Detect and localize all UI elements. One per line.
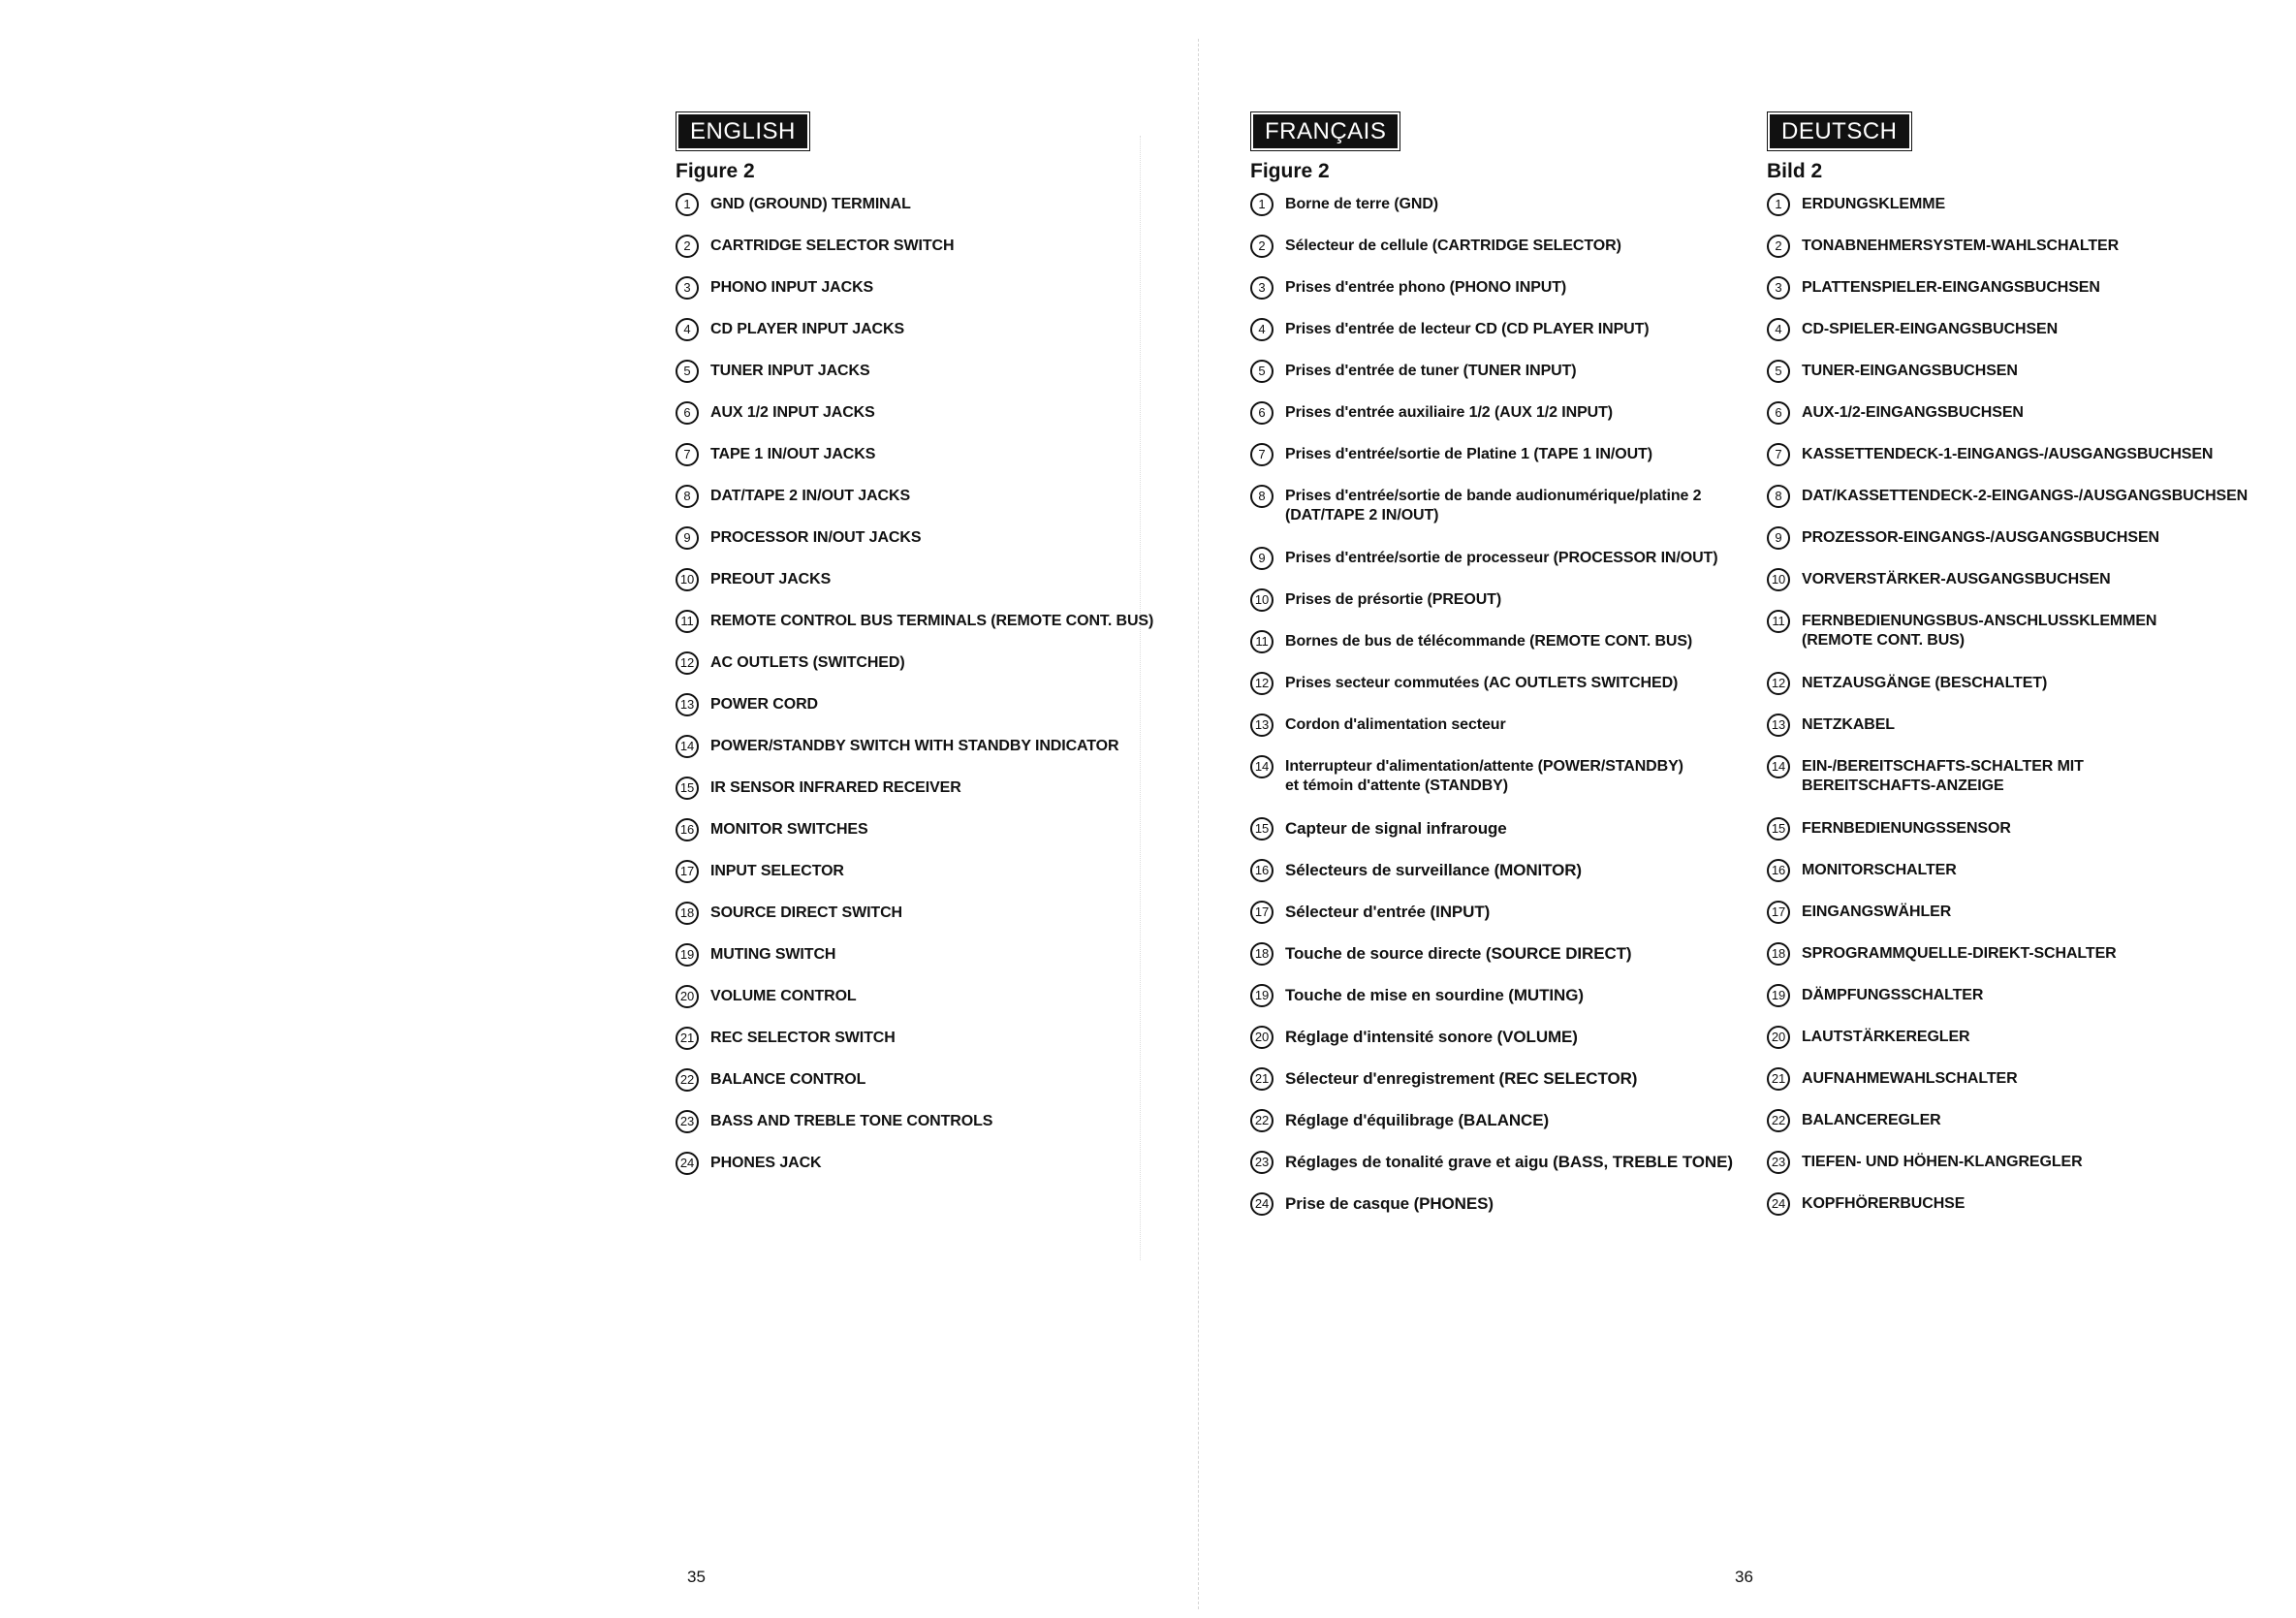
- circled-number-icon: 7: [676, 443, 699, 466]
- circled-number-icon: 1: [676, 193, 699, 216]
- list-item-text: KOPFHÖRERBUCHSE: [1802, 1195, 1966, 1212]
- circled-number-icon: 15: [676, 777, 699, 800]
- circled-number-icon: 5: [1767, 360, 1790, 383]
- list-item: [676, 1029, 1179, 1070]
- list-item: [1250, 757, 1754, 819]
- circled-number-icon: 1: [1767, 193, 1790, 216]
- list-item-text: Prises d'entrée/sortie de Platine 1 (TAPE 1 IN/OUT): [1285, 446, 1652, 462]
- circled-number-icon: 10: [1767, 568, 1790, 591]
- circled-number-icon: 2: [1767, 235, 1790, 258]
- circled-number-icon: 8: [1767, 485, 1790, 508]
- list-item-text: INPUT SELECTOR: [710, 863, 844, 879]
- list-item-text: AUFNAHMEWAHLSCHALTER: [1802, 1070, 2018, 1087]
- list-item: [1250, 944, 1754, 986]
- list-item-text: Prise de casque (PHONES): [1285, 1194, 1494, 1213]
- list-item-text: Réglage d'équilibrage (BALANCE): [1285, 1111, 1550, 1129]
- circled-number-icon: 6: [1767, 401, 1790, 425]
- list-item: [676, 570, 1179, 612]
- circled-number-icon: 23: [676, 1110, 699, 1133]
- list-item: [676, 445, 1179, 487]
- list-item: [676, 904, 1179, 945]
- list-item-text: TIEFEN- UND HÖHEN-KLANGREGLER: [1802, 1154, 2083, 1170]
- circled-number-icon: 24: [1767, 1192, 1790, 1216]
- circled-number-icon: 23: [1767, 1151, 1790, 1174]
- list-item-text: Bornes de bus de télécommande (REMOTE CONT. BUS): [1285, 633, 1693, 650]
- list-item: [1250, 549, 1754, 590]
- circled-number-icon: 12: [1250, 672, 1274, 695]
- circled-number-icon: 21: [1767, 1067, 1790, 1091]
- circled-number-icon: 5: [1250, 360, 1274, 383]
- list-item: [676, 945, 1179, 987]
- list-item-text: IR SENSOR INFRARED RECEIVER: [710, 779, 961, 796]
- circled-number-icon: 2: [676, 235, 699, 258]
- list-item-text: Réglage d'intensité sonore (VOLUME): [1285, 1028, 1578, 1046]
- list-item: [1250, 1111, 1754, 1153]
- list-item-text: BALANCEREGLER: [1802, 1112, 1941, 1128]
- list-item: [1767, 944, 2271, 986]
- list-item: [1250, 590, 1754, 632]
- list-item: [1767, 1028, 2271, 1069]
- list-item: [676, 237, 1179, 278]
- circled-number-icon: 15: [1250, 817, 1274, 841]
- circled-number-icon: 7: [1250, 443, 1274, 466]
- list-item-text: PREOUT JACKS: [710, 571, 832, 587]
- list-item: [1250, 320, 1754, 362]
- circled-number-icon: 21: [676, 1027, 699, 1050]
- list-item-text: Réglages de tonalité grave et aigu (BASS, TREBLE TONE): [1285, 1153, 1733, 1171]
- list-item-text: DÄMPFUNGSSCHALTER: [1802, 987, 1984, 1003]
- circled-number-icon: 22: [676, 1068, 699, 1092]
- list-item-text: SOURCE DIRECT SWITCH: [710, 904, 903, 921]
- list-item: [1767, 1194, 2271, 1236]
- list-item: [1250, 715, 1754, 757]
- circled-number-icon: 6: [676, 401, 699, 425]
- german-item-list: [1767, 195, 2271, 1236]
- circled-number-icon: 1: [1250, 193, 1274, 216]
- circled-number-icon: 21: [1250, 1067, 1274, 1091]
- list-item: [676, 653, 1179, 695]
- list-item: [1767, 362, 2271, 403]
- page-number-right: 36: [1735, 1568, 1753, 1586]
- list-item-text: Sélecteur d'entrée (INPUT): [1285, 903, 1491, 921]
- circled-number-icon: 17: [1767, 901, 1790, 924]
- list-item: [1767, 612, 2271, 674]
- circled-number-icon: 20: [1767, 1026, 1790, 1049]
- circled-number-icon: 19: [1767, 984, 1790, 1007]
- list-item-text: POWER CORD: [710, 696, 819, 713]
- list-item: [676, 528, 1179, 570]
- list-item: [1767, 278, 2271, 320]
- list-item: [1767, 320, 2271, 362]
- list-item: [1250, 819, 1754, 861]
- list-item-text: REMOTE CONTROL BUS TERMINALS (REMOTE CONT. BUS): [710, 613, 1154, 629]
- list-item: [676, 737, 1179, 778]
- circled-number-icon: 4: [1767, 318, 1790, 341]
- circled-number-icon: 8: [1250, 485, 1274, 508]
- circled-number-icon: 12: [676, 651, 699, 675]
- list-item-text: Interrupteur d'alimentation/attente (POWER/STANDBY) et témoin d'attente (STANDBY): [1285, 758, 1683, 794]
- list-item-text: Prises d'entrée/sortie de processeur (PROCESSOR IN/OUT): [1285, 550, 1718, 566]
- list-item-text: TONABNEHMERSYSTEM-WAHLSCHALTER: [1802, 238, 2120, 254]
- list-item-text: VOLUME CONTROL: [710, 988, 857, 1004]
- circled-number-icon: 16: [1767, 859, 1790, 882]
- french-item-list: [1250, 195, 1754, 1236]
- list-item-text: PLATTENSPIELER-EINGANGSBUCHSEN: [1802, 279, 2100, 296]
- circled-number-icon: 6: [1250, 401, 1274, 425]
- list-item: [676, 1070, 1179, 1112]
- list-item-text: AUX-1/2-EINGANGSBUCHSEN: [1802, 404, 2024, 421]
- german-figure-title: Bild 2: [1767, 160, 1823, 182]
- circled-number-icon: 16: [676, 818, 699, 841]
- list-item: [1250, 861, 1754, 903]
- list-item-text: PHONES JACK: [710, 1155, 822, 1171]
- circled-number-icon: 11: [1767, 610, 1790, 633]
- circled-number-icon: 16: [1250, 859, 1274, 882]
- english-header: ENGLISH: [678, 114, 807, 148]
- list-item-text: Capteur de signal infrarouge: [1285, 819, 1507, 838]
- circled-number-icon: 13: [1250, 714, 1274, 737]
- list-item: [676, 862, 1179, 904]
- list-item-text: CD PLAYER INPUT JACKS: [710, 321, 905, 337]
- circled-number-icon: 18: [1250, 942, 1274, 966]
- list-item-text: DAT/TAPE 2 IN/OUT JACKS: [710, 488, 911, 504]
- list-item-text: SPROGRAMMQUELLE-DIREKT-SCHALTER: [1802, 945, 2117, 962]
- list-item-text: MONITOR SWITCHES: [710, 821, 868, 838]
- page-number-left: 35: [687, 1568, 706, 1586]
- list-item-text: PROZESSOR-EINGANGS-/AUSGANGSBUCHSEN: [1802, 529, 2159, 546]
- list-item-text: NETZKABEL: [1802, 716, 1895, 733]
- circled-number-icon: 7: [1767, 443, 1790, 466]
- list-item-text: TAPE 1 IN/OUT JACKS: [710, 446, 876, 462]
- list-item-text: Prises d'entrée/sortie de bande audionumérique/platine 2 (DAT/TAPE 2 IN/OUT): [1285, 488, 1702, 523]
- page-fold-line: [1198, 39, 1200, 1609]
- circled-number-icon: 11: [676, 610, 699, 633]
- list-item: [1250, 195, 1754, 237]
- list-item: [676, 195, 1179, 237]
- list-item: [676, 820, 1179, 862]
- list-item: [1250, 1069, 1754, 1111]
- german-header: DEUTSCH: [1770, 114, 1909, 148]
- list-item-text: Borne de terre (GND): [1285, 196, 1439, 212]
- list-item-text: Touche de source directe (SOURCE DIRECT): [1285, 944, 1632, 963]
- list-item: [676, 278, 1179, 320]
- circled-number-icon: 18: [676, 902, 699, 925]
- list-item: [1767, 861, 2271, 903]
- circled-number-icon: 9: [676, 526, 699, 550]
- list-item-text: CARTRIDGE SELECTOR SWITCH: [710, 238, 955, 254]
- french-column: [1250, 114, 1754, 1236]
- list-item-text: Prises d'entrée auxiliaire 1/2 (AUX 1/2 INPUT): [1285, 404, 1614, 421]
- circled-number-icon: 3: [676, 276, 699, 300]
- list-item-text: EIN-/BEREITSCHAFTS-SCHALTER MIT BEREITSCHAFTS-ANZEIGE: [1802, 758, 2084, 794]
- list-item: [676, 778, 1179, 820]
- circled-number-icon: 17: [676, 860, 699, 883]
- circled-number-icon: 8: [676, 485, 699, 508]
- list-item: [676, 1112, 1179, 1154]
- list-item: [1767, 487, 2271, 528]
- list-item: [676, 403, 1179, 445]
- list-item-text: BALANCE CONTROL: [710, 1071, 866, 1088]
- list-item-text: BASS AND TREBLE TONE CONTROLS: [710, 1113, 993, 1129]
- list-item: [1767, 528, 2271, 570]
- german-column: [1767, 114, 2271, 1236]
- list-item: [676, 1154, 1179, 1195]
- circled-number-icon: 14: [676, 735, 699, 758]
- circled-number-icon: 19: [676, 943, 699, 967]
- list-item: [1250, 903, 1754, 944]
- list-item-text: CD-SPIELER-EINGANGSBUCHSEN: [1802, 321, 2059, 337]
- list-item-text: REC SELECTOR SWITCH: [710, 1030, 896, 1046]
- list-item-text: TUNER-EINGANGSBUCHSEN: [1802, 363, 2018, 379]
- list-item-text: DAT/KASSETTENDECK-2-EINGANGS-/AUSGANGSBUCHSEN: [1802, 488, 2249, 504]
- list-item: [676, 612, 1179, 653]
- list-item-text: Sélecteur d'enregistrement (REC SELECTOR): [1285, 1069, 1638, 1088]
- list-item-text: Prises d'entrée de lecteur CD (CD PLAYER INPUT): [1285, 321, 1650, 337]
- list-item: [676, 362, 1179, 403]
- list-item-text: FERNBEDIENUNGSBUS-ANSCHLUSSKLEMMEN (REMOTE CONT. BUS): [1802, 613, 2157, 649]
- circled-number-icon: 10: [676, 568, 699, 591]
- list-item: [1767, 1069, 2271, 1111]
- list-item: [1767, 819, 2271, 861]
- english-figure-title: Figure 2: [676, 160, 755, 182]
- list-item-text: Cordon d'alimentation secteur: [1285, 716, 1506, 733]
- circled-number-icon: 3: [1767, 276, 1790, 300]
- circled-number-icon: 20: [676, 985, 699, 1008]
- list-item-text: TUNER INPUT JACKS: [710, 363, 870, 379]
- list-item: [1767, 403, 2271, 445]
- circled-number-icon: 17: [1250, 901, 1274, 924]
- list-item: [1250, 278, 1754, 320]
- circled-number-icon: 9: [1767, 526, 1790, 550]
- list-item: [1767, 715, 2271, 757]
- list-item-text: POWER/STANDBY SWITCH WITH STANDBY INDICATOR: [710, 738, 1119, 754]
- list-item-text: FERNBEDIENUNGSSENSOR: [1802, 820, 2011, 837]
- list-item: [1250, 487, 1754, 549]
- list-item: [1767, 757, 2271, 819]
- circled-number-icon: 20: [1250, 1026, 1274, 1049]
- list-item: [1767, 445, 2271, 487]
- circled-number-icon: 23: [1250, 1151, 1274, 1174]
- circled-number-icon: 15: [1767, 817, 1790, 841]
- list-item-text: PHONO INPUT JACKS: [710, 279, 874, 296]
- list-item: [1250, 1028, 1754, 1069]
- list-item: [1250, 986, 1754, 1028]
- list-item: [1250, 362, 1754, 403]
- list-item: [1250, 632, 1754, 674]
- circled-number-icon: 10: [1250, 588, 1274, 612]
- french-figure-title: Figure 2: [1250, 160, 1330, 182]
- list-item: [1250, 445, 1754, 487]
- list-item: [1767, 1111, 2271, 1153]
- list-item-text: NETZAUSGÄNGE (BESCHALTET): [1802, 675, 2048, 691]
- list-item: [1767, 237, 2271, 278]
- list-item: [1767, 195, 2271, 237]
- circled-number-icon: 5: [676, 360, 699, 383]
- french-header: FRANÇAIS: [1253, 114, 1398, 148]
- list-item: [1767, 986, 2271, 1028]
- list-item-text: MONITORSCHALTER: [1802, 862, 1957, 878]
- circled-number-icon: 2: [1250, 235, 1274, 258]
- list-item-text: LAUTSTÄRKEREGLER: [1802, 1029, 1970, 1045]
- circled-number-icon: 4: [676, 318, 699, 341]
- list-item: [1767, 674, 2271, 715]
- english-item-list: [676, 195, 1179, 1195]
- list-item-text: Prises d'entrée de tuner (TUNER INPUT): [1285, 363, 1577, 379]
- circled-number-icon: 11: [1250, 630, 1274, 653]
- circled-number-icon: 22: [1767, 1109, 1790, 1132]
- circled-number-icon: 24: [676, 1152, 699, 1175]
- list-item: [1250, 1194, 1754, 1236]
- list-item-text: Prises de présortie (PREOUT): [1285, 591, 1502, 608]
- list-item: [1250, 674, 1754, 715]
- circled-number-icon: 14: [1767, 755, 1790, 778]
- list-item-text: EINGANGSWÄHLER: [1802, 904, 1952, 920]
- circled-number-icon: 12: [1767, 672, 1790, 695]
- list-item-text: ERDUNGSKLEMME: [1802, 196, 1946, 212]
- list-item-text: Prises d'entrée phono (PHONO INPUT): [1285, 279, 1567, 296]
- circled-number-icon: 13: [1767, 714, 1790, 737]
- circled-number-icon: 24: [1250, 1192, 1274, 1216]
- list-item: [676, 695, 1179, 737]
- circled-number-icon: 9: [1250, 547, 1274, 570]
- list-item: [1767, 1153, 2271, 1194]
- circled-number-icon: 13: [676, 693, 699, 716]
- list-item-text: VORVERSTÄRKER-AUSGANGSBUCHSEN: [1802, 571, 2111, 587]
- list-item-text: Touche de mise en sourdine (MUTING): [1285, 986, 1584, 1004]
- list-item-text: Prises secteur commutées (AC OUTLETS SWITCHED): [1285, 675, 1679, 691]
- list-item-text: MUTING SWITCH: [710, 946, 836, 963]
- list-item-text: AUX 1/2 INPUT JACKS: [710, 404, 875, 421]
- circled-number-icon: 3: [1250, 276, 1274, 300]
- list-item: [676, 987, 1179, 1029]
- list-item-text: GND (GROUND) TERMINAL: [710, 196, 911, 212]
- list-item: [1250, 1153, 1754, 1194]
- list-item: [676, 487, 1179, 528]
- circled-number-icon: 18: [1767, 942, 1790, 966]
- list-item-text: KASSETTENDECK-1-EINGANGS-/AUSGANGSBUCHSEN: [1802, 446, 2214, 462]
- circled-number-icon: 19: [1250, 984, 1274, 1007]
- circled-number-icon: 4: [1250, 318, 1274, 341]
- english-column: [676, 114, 1179, 1195]
- list-item-text: Sélecteurs de surveillance (MONITOR): [1285, 861, 1582, 879]
- list-item: [1250, 237, 1754, 278]
- list-item-text: AC OUTLETS (SWITCHED): [710, 654, 905, 671]
- circled-number-icon: 22: [1250, 1109, 1274, 1132]
- list-item: [1250, 403, 1754, 445]
- list-item: [676, 320, 1179, 362]
- list-item-text: Sélecteur de cellule (CARTRIDGE SELECTOR): [1285, 238, 1621, 254]
- list-item: [1767, 903, 2271, 944]
- list-item-text: PROCESSOR IN/OUT JACKS: [710, 529, 922, 546]
- circled-number-icon: 14: [1250, 755, 1274, 778]
- list-item: [1767, 570, 2271, 612]
